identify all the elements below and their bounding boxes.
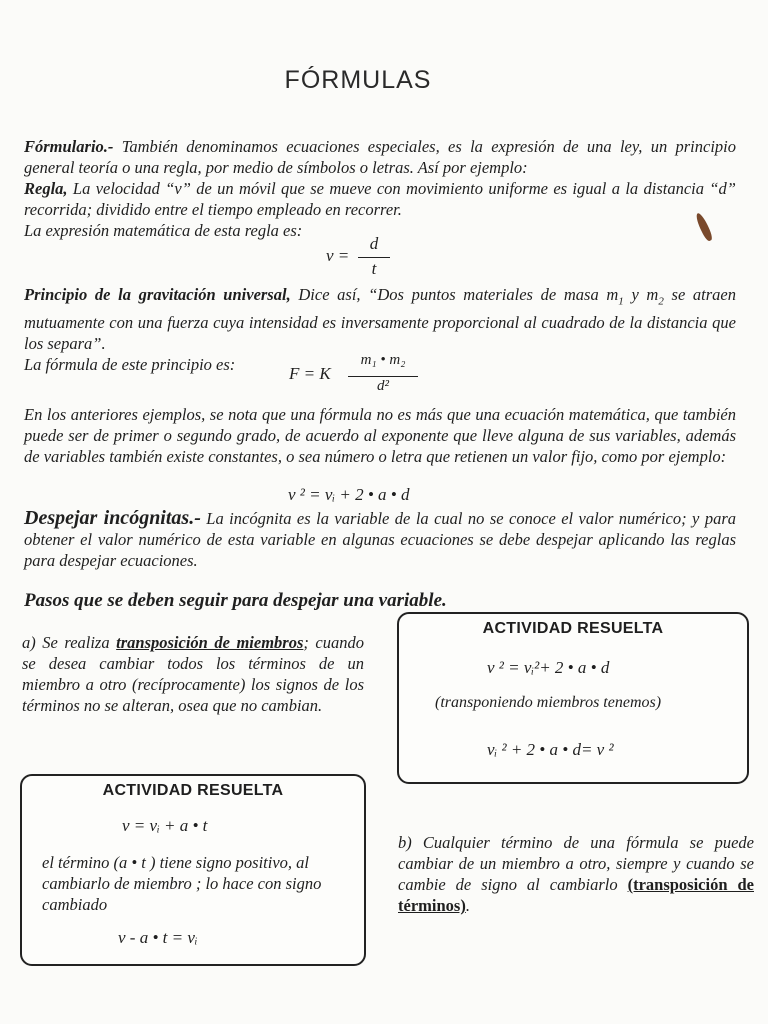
page-title: FÓRMULAS <box>284 66 432 94</box>
paragraph-formulario <box>24 136 736 241</box>
step-b-end: . <box>465 896 470 915</box>
step-b-text: b) Cualquier término de una fórmula se puede cambiar de un miembro a otro, siempre y cuando se cambie de signo al cambiarlo <box>398 833 754 894</box>
despejar-text: La incógnita es la variable de la cual no se conoce el valor numérico; y para obtener el valor numérico de esta variable en algunas ecuaciones se debe despejar aplicando las reglas para despejar ecuaciones. <box>24 509 736 570</box>
formula-f-den: d² <box>377 378 389 394</box>
paragraph-ejemplos: En los anteriores ejemplos, se nota que una fórmula no es más que una ecuación matemática, que también puede ser de primer o segundo grado, de acuerdo al exponente que lleve alguna de sus variables, además de variables también existe constantes, o sea número o letra que retienen un valor fijo, como por ejemplo: <box>24 405 736 466</box>
paragraph-despejar <box>24 508 736 571</box>
term-formulario: Fórmulario.- <box>24 137 114 156</box>
formula-f-bar <box>348 376 418 377</box>
step-a-term: transposición de miembros <box>116 633 304 652</box>
step-b <box>398 832 754 916</box>
regla-text: La velocidad “v” de un móvil que se mueve con movimiento uniforme es igual a la distancia “d” recorrida; dividido entre el tiempo empleado en recorrer. <box>24 179 736 219</box>
steps-heading: Pasos que se deben seguir para despejar una variable. <box>24 590 447 611</box>
activity-box-1-eq2: vᵢ ² + 2 • a • d= v ² <box>487 740 614 759</box>
activity-box-2-title: ACTIVIDAD RESUELTA <box>102 782 284 799</box>
gravitacion-text-1: Dice así, “Dos puntos materiales de masa m <box>290 285 619 304</box>
step-a-text: ; cuando se desea cambiar todos los términos de un miembro a otro (recíprocamente) los signos de los términos no se alteran, osea que no cambian. <box>22 633 364 715</box>
formula-f-lhs: F = K <box>289 364 331 383</box>
formulario-text: También denominamos ecuaciones especiales, es la expresión de una ley, un principio general teoría o una regla, por medio de símbolos o letras. Así por ejemplo: <box>24 137 736 177</box>
gravitacion-text-3: se atraen mutuamente con una fuerza cuya intensidad es inversamente proporcional al cuadrado de la distancia que los separa”. <box>24 285 737 354</box>
activity-box-2 <box>20 774 366 966</box>
term-regla: Regla, <box>24 179 68 198</box>
activity-box-2-text: el término (a • t ) tiene signo positivo, al cambiarlo de miembro ; lo hace con signo cambiado <box>42 853 322 914</box>
step-a-prefix: a) Se realiza <box>22 633 117 652</box>
formula-v-lhs: v = <box>326 246 350 265</box>
formula-intro: La fórmula de este principio es: <box>24 355 236 375</box>
formula-v-num: d <box>369 234 379 253</box>
activity-box-2-eq2: v - a • t = vᵢ <box>118 928 198 947</box>
formula-f-num: m₁ • m₂ <box>360 352 406 368</box>
formula-v-den: t <box>371 259 377 278</box>
activity-box-1-eq1: v ² = vᵢ²+ 2 • a • d <box>487 658 610 677</box>
mass-subscript-1: 1 <box>618 295 624 308</box>
activity-box-1 <box>397 612 749 784</box>
activity-box-1-note: (transponiendo miembros tenemos) <box>435 694 662 711</box>
term-gravitacion: Principio de la gravitación universal, <box>24 285 291 304</box>
term-despejar: Despejar incógnitas.- <box>24 507 201 529</box>
expression-intro: La expresión matemática de esta regla es: <box>24 221 303 240</box>
gravitacion-text-2: y m <box>623 285 659 304</box>
formula-v-bar <box>358 257 390 258</box>
formula-vi: v ² = vᵢ + 2 • a • d <box>288 485 410 504</box>
mass-subscript-2: 2 <box>658 295 664 308</box>
activity-box-2-eq1: v = vᵢ + a • t <box>122 816 208 835</box>
step-a <box>22 632 364 716</box>
step-b-term: (transposición de términos) <box>398 875 754 915</box>
activity-box-1-title: ACTIVIDAD RESUELTA <box>482 620 664 637</box>
